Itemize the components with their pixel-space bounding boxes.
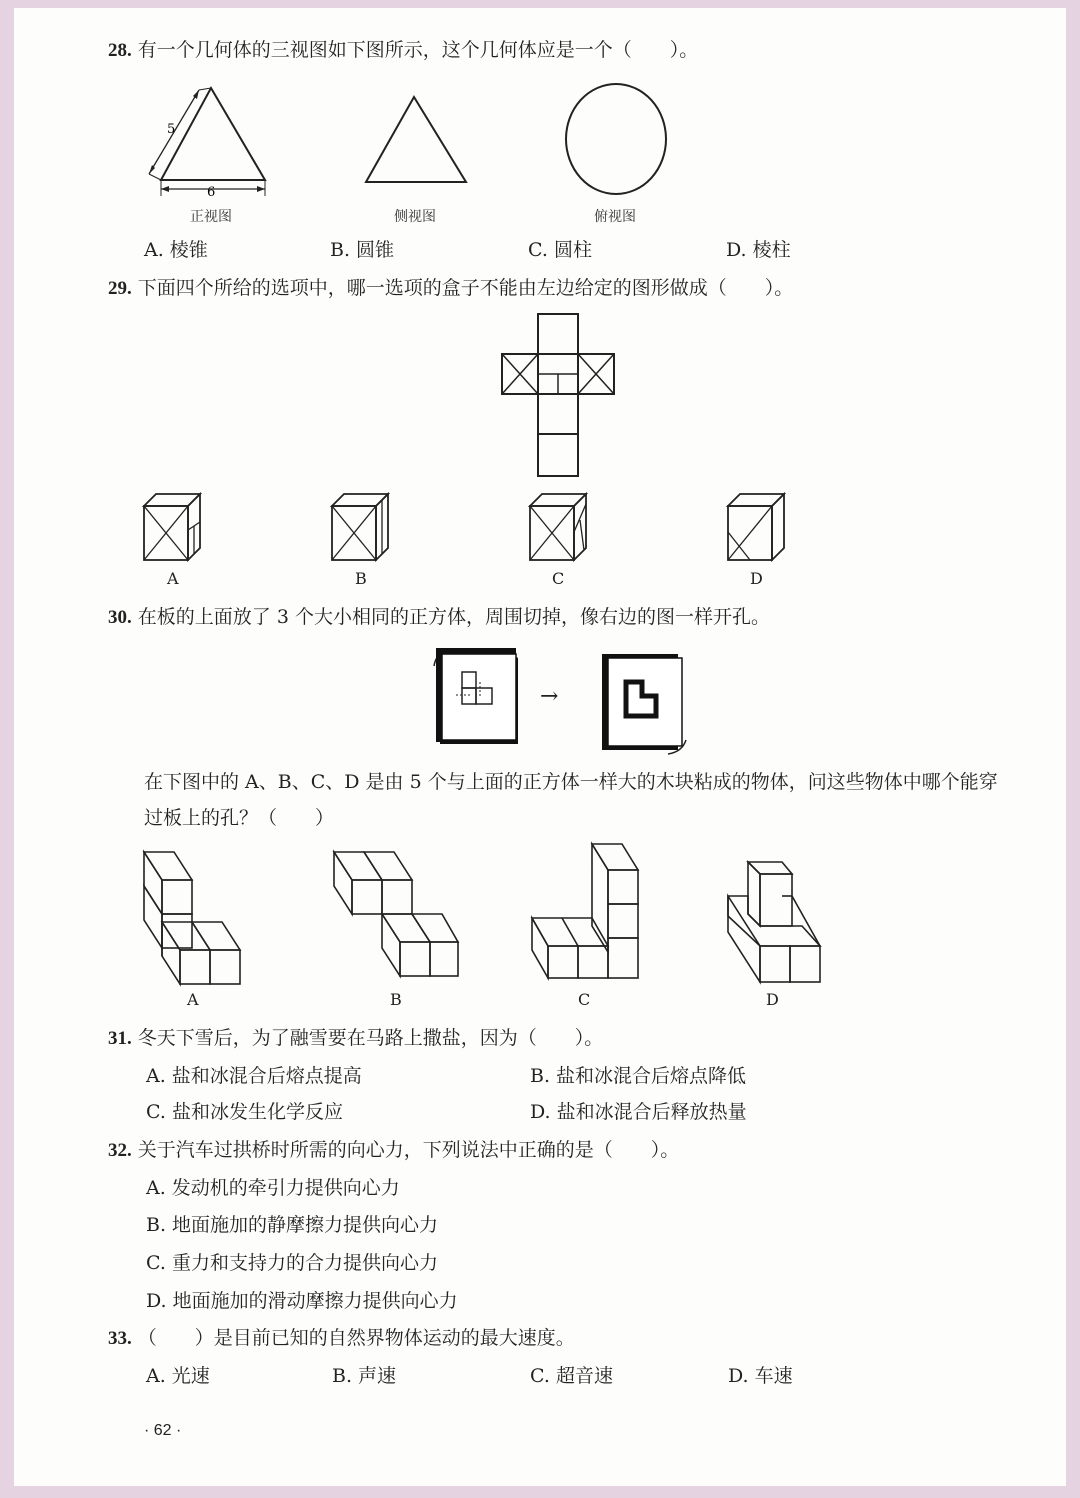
q33-option-b[interactable]: B. 声速 [332, 1365, 397, 1387]
transform-arrow: → [540, 684, 559, 709]
q32-option-c[interactable]: C. 重力和支持力的合力提供向心力 [146, 1252, 438, 1274]
board-with-hole [598, 650, 692, 760]
box-label-a: A [167, 569, 179, 588]
q28-option-a[interactable]: A. 棱锥 [144, 239, 208, 261]
box-option-b[interactable] [330, 492, 392, 562]
box-label-d: D [750, 569, 763, 588]
question-text: 有一个几何体的三视图如下图所示，这个几何体应是一个（ ）。 [137, 39, 699, 61]
q28-option-c[interactable]: C. 圆柱 [528, 239, 592, 261]
question-number: 31. [108, 1028, 132, 1049]
side-view-triangle [362, 93, 472, 188]
q28-option-d[interactable]: D. 棱柱 [726, 239, 791, 261]
box-option-a[interactable] [142, 492, 204, 562]
box-label-c: C [552, 569, 565, 588]
question-28 [108, 38, 698, 63]
solid-label-d: D [766, 990, 779, 1009]
q31-option-d[interactable]: D. 盐和冰混合后释放热量 [530, 1101, 747, 1123]
worksheet-page [14, 8, 1066, 1486]
question-number: 29. [108, 278, 132, 299]
question-29 [108, 276, 793, 301]
question-33 [108, 1326, 575, 1351]
solid-option-b[interactable] [332, 850, 462, 984]
q32-option-a[interactable]: A. 发动机的牵引力提供向心力 [146, 1177, 400, 1199]
q30-subquestion-line2: 过板上的孔？（ ） [144, 807, 335, 829]
front-view-triangle [139, 78, 279, 208]
q32-option-b[interactable]: B. 地面施加的静摩擦力提供向心力 [146, 1214, 439, 1236]
question-text: 在板的上面放了 3 个大小相同的正方体，周围切掉，像右边的图一样开孔。 [137, 606, 770, 628]
solid-label-a: A [187, 990, 199, 1009]
box-option-d[interactable] [726, 492, 788, 562]
question-text: 下面四个所给的选项中，哪一选项的盒子不能由左边给定的图形做成（ ）。 [137, 277, 794, 299]
solid-option-c[interactable] [530, 842, 642, 984]
q28-option-b[interactable]: B. 圆锥 [330, 239, 395, 261]
q33-option-a[interactable]: A. 光速 [146, 1365, 210, 1387]
question-number: 32. [108, 1140, 132, 1161]
question-32 [108, 1138, 679, 1163]
question-number: 28. [108, 40, 132, 61]
question-number: 30. [108, 607, 132, 628]
q31-option-c[interactable]: C. 盐和冰发生化学反应 [146, 1101, 343, 1123]
cube-net-diagram [500, 312, 620, 480]
solid-label-c: C [578, 990, 591, 1009]
q33-option-c[interactable]: C. 超音速 [530, 1365, 613, 1387]
box-option-c[interactable] [528, 492, 590, 562]
q32-option-d[interactable]: D. 地面施加的滑动摩擦力提供向心力 [146, 1290, 458, 1312]
question-30 [108, 605, 770, 630]
q30-subquestion-line1: 在下图中的 A、B、C、D 是由 5 个与上面的正方体一样大的木块粘成的物体，问这些物体中哪个能穿 [144, 771, 998, 793]
question-text: 冬天下雪后，为了融雪要在马路上撒盐，因为（ ）。 [137, 1027, 604, 1049]
q31-option-b[interactable]: B. 盐和冰混合后熔点降低 [530, 1065, 747, 1087]
q33-option-d[interactable]: D. 车速 [728, 1365, 793, 1387]
slant-dimension: 5 [167, 122, 176, 137]
question-text: 关于汽车过拱桥时所需的向心力，下列说法中正确的是（ ）。 [137, 1139, 680, 1161]
question-text: （ ）是目前已知的自然界物体运动的最大速度。 [137, 1327, 575, 1349]
solid-option-d[interactable] [726, 860, 826, 984]
top-view-circle [564, 82, 669, 197]
page-number: · 62 · [144, 1422, 182, 1439]
base-dimension: 6 [207, 185, 216, 200]
question-number: 33. [108, 1328, 132, 1349]
box-label-b: B [355, 569, 367, 588]
solid-option-a[interactable] [142, 850, 244, 982]
question-31 [108, 1026, 603, 1051]
board-with-cubes [432, 644, 524, 750]
q31-option-a[interactable]: A. 盐和冰混合后熔点提高 [146, 1065, 362, 1087]
top-view-label: 俯视图 [594, 209, 636, 225]
solid-label-b: B [390, 990, 402, 1009]
side-view-label: 侧视图 [394, 209, 436, 225]
front-view-label: 正视图 [190, 209, 232, 225]
